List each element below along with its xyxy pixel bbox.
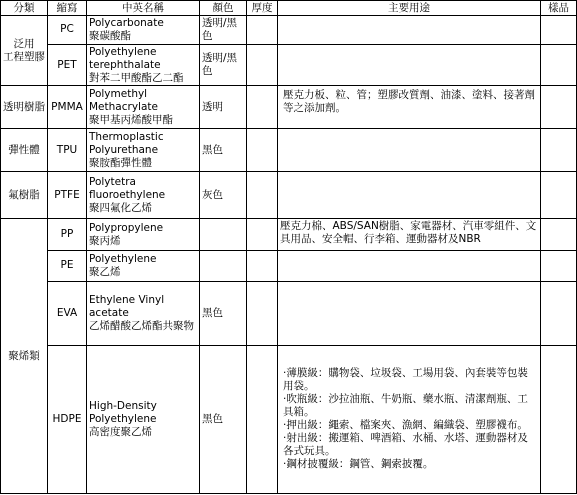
header-usage: 主要用途: [278, 1, 541, 16]
abbreviation-cell: PMMA: [48, 86, 87, 129]
color-cell: 黑色: [200, 129, 247, 172]
thickness-cell: [247, 250, 278, 281]
sample-cell: [541, 129, 577, 172]
usage-list-item: ‧鋼材披覆級：鋼管、鋼索披覆。: [283, 458, 434, 471]
usage-list-item: ‧薄膜級：購物袋、垃圾袋、工場用袋、內套裝等包裝用袋。: [283, 367, 528, 393]
category-cell: 透明樹脂: [1, 86, 48, 129]
usage-cell: 壓克力板、粒、管；塑膠改質劑、油漆、塗料、接著劑等之添加劑。: [278, 86, 541, 129]
name-cell: Thermoplastic Polyurethane 聚胺酯彈性體: [87, 129, 200, 172]
abbreviation-cell: HDPE: [48, 345, 87, 493]
sample-cell: [541, 44, 577, 86]
header-thickness: 厚度: [247, 1, 278, 16]
thickness-cell: [247, 129, 278, 172]
usage-cell: [278, 281, 541, 345]
header-category: 分類: [1, 1, 48, 16]
usage-cell: [278, 250, 541, 281]
usage-cell: 壓克力棉、ABS/SAN樹脂、家電器材、汽車零組件、文具用品、安全帽、行李箱、運動器材及NBR: [278, 219, 541, 251]
color-cell: 黑色: [200, 281, 247, 345]
thickness-cell: [247, 86, 278, 129]
usage-list-item: ‧射出級：搬運箱、啤酒箱、水桶、水塔、運動器材及各式玩具。: [283, 432, 528, 458]
thickness-cell: [247, 44, 278, 86]
color-cell: [200, 219, 247, 251]
table-row: [1, 281, 577, 345]
sample-cell: [541, 219, 577, 251]
category-cell: 氟樹脂: [1, 172, 48, 219]
thickness-cell: [247, 16, 278, 45]
table-row: [1, 44, 577, 86]
category-cell: 聚烯類: [1, 219, 48, 494]
color-cell: 透明/黑色: [200, 44, 247, 86]
color-cell: [200, 250, 247, 281]
usage-list-item: ‧吹瓶級：沙拉油瓶、牛奶瓶、藥水瓶、清潔劑瓶、工具箱。: [283, 393, 528, 419]
usage-cell: [278, 16, 541, 45]
sample-cell: [541, 281, 577, 345]
header-row: [1, 1, 577, 16]
name-cell: Polyethylene terephthalate 對苯二甲酸酯乙二酯: [87, 44, 200, 86]
abbreviation-cell: TPU: [48, 129, 87, 172]
abbreviation-cell: PTFE: [48, 172, 87, 219]
table-row: [1, 129, 577, 172]
abbreviation-cell: EVA: [48, 281, 87, 345]
abbreviation-cell: PET: [48, 44, 87, 86]
name-cell: High-Density Polyethylene 高密度聚乙烯: [87, 345, 200, 493]
sample-cell: [541, 16, 577, 45]
usage-list-item: ‧押出級：繩索、檔案夾、漁網、編織袋、塑膠襪布。: [283, 419, 528, 432]
name-cell: Ethylene Vinyl acetate 乙烯醋酸乙烯酯共聚物: [87, 281, 200, 345]
sample-cell: [541, 345, 577, 493]
thickness-cell: [247, 281, 278, 345]
table-row: [1, 86, 577, 129]
thickness-cell: [247, 345, 278, 493]
category-cell: 彈性體: [1, 129, 48, 172]
header-abbreviation: 縮寫: [48, 1, 87, 16]
name-cell: Polypropylene 聚丙烯: [87, 219, 200, 251]
table-row: [1, 16, 577, 45]
table-row: [1, 345, 577, 493]
header-sample: 樣品: [541, 1, 577, 16]
sample-cell: [541, 172, 577, 219]
table-row: [1, 172, 577, 219]
abbreviation-cell: PC: [48, 16, 87, 45]
color-cell: 灰色: [200, 172, 247, 219]
color-cell: 黑色: [200, 345, 247, 493]
thickness-cell: [247, 219, 278, 251]
category-cell: 泛用 工程塑膠: [1, 16, 48, 86]
color-cell: 透明/黑色: [200, 16, 247, 45]
name-cell: Polytetra fluoroethylene 聚四氟化乙烯: [87, 172, 200, 219]
name-cell: Polymethyl Methacrylate 聚甲基丙烯酸甲酯: [87, 86, 200, 129]
usage-cell: [278, 172, 541, 219]
sample-cell: [541, 86, 577, 129]
usage-cell: [278, 129, 541, 172]
header-color: 顏色: [200, 1, 247, 16]
abbreviation-cell: PP: [48, 219, 87, 251]
header-name: 中英名稱: [87, 1, 200, 16]
usage-cell: [278, 44, 541, 86]
usage-list: [283, 367, 538, 471]
abbreviation-cell: PE: [48, 250, 87, 281]
sample-cell: [541, 250, 577, 281]
usage-cell: [278, 345, 541, 493]
name-cell: Polyethylene 聚乙烯: [87, 250, 200, 281]
table-row: [1, 250, 577, 281]
name-cell: Polycarbonate 聚碳酸酯: [87, 16, 200, 45]
table-row: [1, 219, 577, 251]
color-cell: 透明: [200, 86, 247, 129]
thickness-cell: [247, 172, 278, 219]
